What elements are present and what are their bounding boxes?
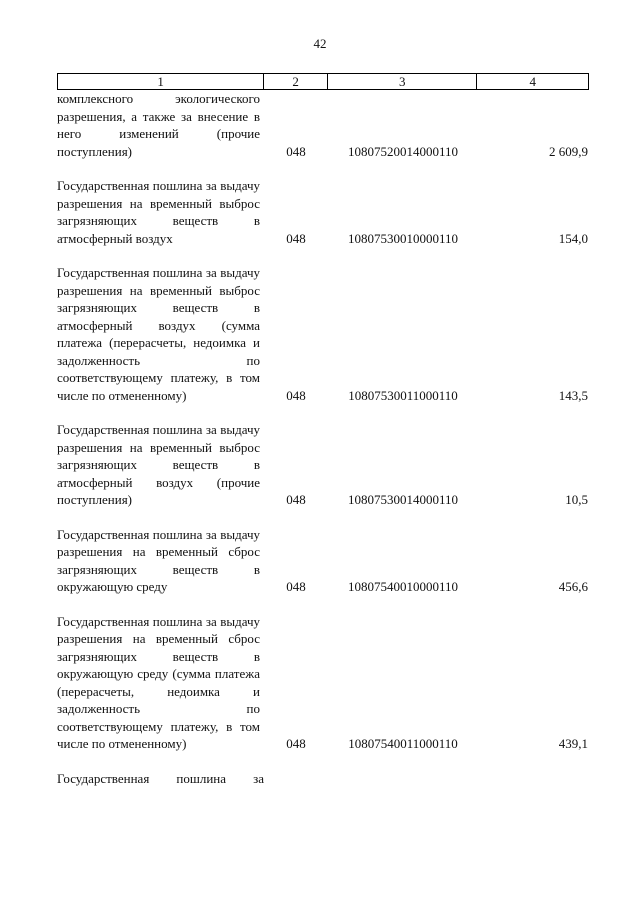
table-row: [57, 526, 589, 596]
row-description: Государственная пошлина за выдачу разрешения на временный выброс загрязняющих веществ в атмосферный воздух: [57, 178, 260, 246]
table-row: [57, 421, 589, 509]
row-amount: 154,0: [558, 230, 588, 246]
row-admin-code: 048: [286, 579, 306, 594]
page-number: 42: [313, 36, 327, 51]
row-description: Государственная пошлина за выдачу разрешения на временный выброс загрязняющих веществ в атмосферный воздух (прочие поступления): [57, 422, 260, 507]
continuation-text: Государственная пошлина за: [57, 770, 264, 786]
row-admin-code: 048: [286, 387, 306, 403]
row-description: Государственная пошлина за выдачу разрешения на временный выброс загрязняющих веществ в атмосферный воздух (сумма платежа (перерасчеты, недоимка и задолженность по соответствующему платежу, в том числе по отмененному): [57, 265, 260, 403]
row-kbk-code: 10807530011000110: [348, 387, 458, 403]
row-description: комплексного экологического разрешения, а также за внесение в него изменений (прочие поступления): [57, 91, 260, 159]
column-header-4: 4: [529, 74, 536, 89]
column-header-1: 1: [58, 74, 264, 89]
table-row: [57, 90, 589, 160]
row-admin-code: 048: [286, 736, 306, 751]
revenue-table: [57, 73, 589, 787]
row-amount: 143,5: [558, 387, 588, 403]
row-kbk-code: 10807540010000110: [347, 579, 459, 594]
row-admin-code: 048: [286, 492, 306, 507]
row-kbk-code: 10807530010000110: [347, 230, 459, 246]
table-row: [57, 177, 589, 247]
row-kbk-code: 10807520014000110: [347, 143, 459, 159]
row-amount: 10,5: [565, 492, 588, 507]
row-admin-code: 048: [286, 143, 306, 159]
row-description: Государственная пошлина за выдачу разрешения на временный сброс загрязняющих веществ в окружающую среду (сумма платежа (перерасчеты, недоимка и задолженность по соответствующему платежу, в том числе по отмененному): [57, 613, 260, 751]
row-amount: 439,1: [558, 736, 588, 751]
row-description: Государственная пошлина за выдачу разрешения на временный сброс загрязняющих веществ в окружающую среду: [57, 526, 260, 594]
row-kbk-code: 10807540011000110: [348, 736, 458, 751]
column-header-3: 3: [328, 74, 477, 89]
row-amount: 456,6: [558, 579, 588, 594]
row-admin-code: 048: [286, 230, 306, 246]
table-row: [57, 613, 589, 753]
table-header-row: [57, 73, 589, 90]
column-header-2: 2: [264, 74, 328, 89]
table-row: [57, 264, 589, 404]
row-amount: 2 609,9: [549, 143, 588, 159]
row-kbk-code: 10807530014000110: [347, 492, 459, 507]
